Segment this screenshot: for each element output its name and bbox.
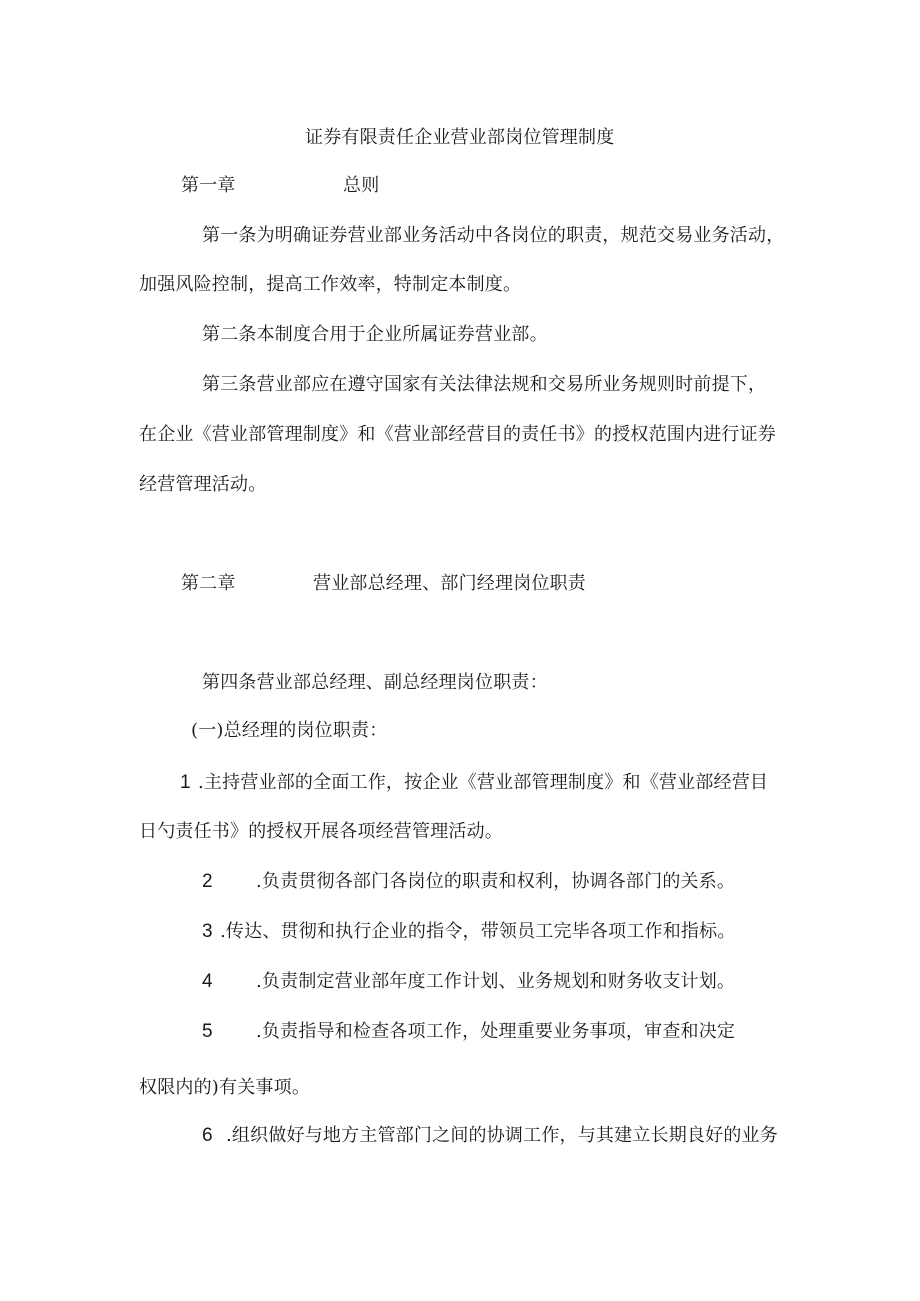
item3-number: 3 [202, 921, 213, 942]
item1-line2: 日勺责任书》的授权开展各项经营管理活动。 [139, 821, 503, 842]
item5-line1: .负责指导和检查各项工作，处理重要业务事项，审查和决定 [256, 1021, 736, 1042]
item6-number: 6 [202, 1125, 213, 1146]
section1-line1: (一)总经理的岗位职责： [191, 720, 388, 741]
item5-line2: 权限内的)有关事项。 [139, 1077, 311, 1098]
article1-line2: 加强风险控制，提高工作效率，特制定本制度。 [139, 274, 522, 295]
item5-number: 5 [202, 1021, 213, 1042]
item1-line1: .主持营业部的全面工作，按企业《营业部管理制度》和《营业部经营目 [198, 772, 769, 793]
item1-number: 1 [180, 772, 191, 793]
article4-line1: 第四条营业部总经理、副总经理岗位职责： [202, 672, 548, 693]
chapter2-label: 第二章 [181, 573, 236, 594]
item4-number: 4 [202, 971, 213, 992]
chapter1-name: 总则 [343, 175, 380, 196]
item4-line1: .负责制定营业部年度工作计划、业务规划和财务收支计划。 [256, 971, 736, 992]
item2-line1: .负责贯彻各部门各岗位的职责和权利，协调各部门的关系。 [256, 871, 736, 892]
item3-line1: .传达、贯彻和执行企业的指令，带领员工完毕各项工作和指标。 [220, 921, 736, 942]
article1-line1: 第一条为明确证券营业部业务活动中各岗位的职责，规范交易业务活动， [202, 225, 785, 246]
chapter2-name: 营业部总经理、部门经理岗位职责 [313, 573, 586, 594]
item6-line1: .组织做好与地方主管部门之间的协调工作，与其建立长期良好的业务 [226, 1125, 778, 1146]
article3-line2: 在企业《营业部管理制度》和《营业部经营目的责任书》的授权范围内进行证券 [139, 424, 776, 445]
article2-line1: 第二条本制度合用于企业所属证券营业部。 [202, 324, 548, 345]
article3-line3: 经营管理活动。 [139, 474, 267, 495]
article3-line1: 第三条营业部应在遵守国家有关法律法规和交易所业务规则时前提下， [202, 374, 767, 395]
chapter1-label: 第一章 [181, 175, 236, 196]
item2-number: 2 [202, 871, 213, 892]
document-title: 证券有限责任企业营业部岗位管理制度 [305, 127, 615, 148]
